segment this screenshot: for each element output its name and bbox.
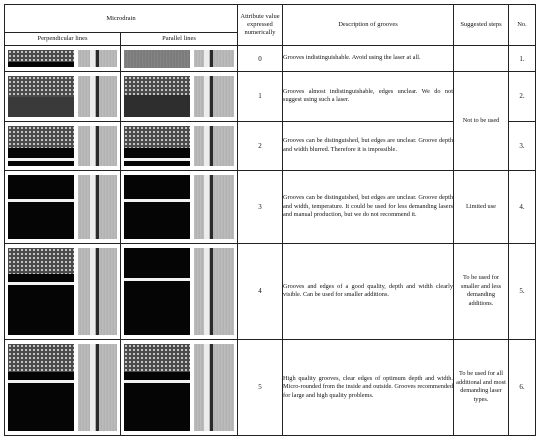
parallel-micrograph-image xyxy=(124,50,190,67)
perpendicular-micrograph-image xyxy=(8,175,74,239)
table-row xyxy=(5,339,536,435)
row-number: 5. xyxy=(509,243,536,339)
parallel-detail-image xyxy=(194,344,234,431)
row-number: 6. xyxy=(509,339,536,435)
parallel-micrograph-image xyxy=(124,344,190,431)
description-header: Description of grooves xyxy=(283,5,454,46)
parallel-micrograph-image xyxy=(124,248,190,335)
perpendicular-micrograph-cell xyxy=(5,243,121,339)
suggested-steps xyxy=(454,46,509,72)
row-number: 4. xyxy=(509,170,536,243)
perpendicular-micrograph-cell xyxy=(5,339,121,435)
perpendicular-micrograph-cell xyxy=(5,170,121,243)
table-row xyxy=(5,170,536,243)
attribute-value: 0 xyxy=(238,46,283,72)
parallel-detail-image xyxy=(194,126,234,166)
attribute-value: 4 xyxy=(238,243,283,339)
suggested-steps: To be used for smaller and less demanding additions. xyxy=(454,243,509,339)
groove-quality-table xyxy=(4,4,536,436)
attribute-value: 3 xyxy=(238,170,283,243)
perpendicular-micrograph-image xyxy=(8,50,74,67)
perpendicular-detail-image xyxy=(78,175,117,239)
perpendicular-detail-image xyxy=(78,76,117,116)
suggested-steps: To be used for all additional and most demanding laser types. xyxy=(454,339,509,435)
suggested-steps: Not to be used xyxy=(454,72,509,171)
parallel-micrograph-image xyxy=(124,76,190,116)
perpendicular-detail-image xyxy=(78,344,117,431)
groove-description: Grooves can be distinguished, but edges are unclear. Groove depth and width blurred. Therefore it is impossible. xyxy=(283,121,454,170)
suggested-steps-header: Suggested steps xyxy=(454,5,509,46)
row-number: 2. xyxy=(509,72,536,121)
parallel-detail-image xyxy=(194,50,234,67)
parallel-micrograph-image xyxy=(124,175,190,239)
parallel-micrograph-cell xyxy=(121,72,238,121)
suggested-steps: Limited use xyxy=(454,170,509,243)
parallel-micrograph-image xyxy=(124,126,190,166)
parallel-detail-image xyxy=(194,76,234,116)
perpendicular-detail-image xyxy=(78,126,117,166)
perpendicular-micrograph-cell xyxy=(5,121,121,170)
perpendicular-micrograph-cell xyxy=(5,46,121,72)
attribute-value: 2 xyxy=(238,121,283,170)
table-row xyxy=(5,243,536,339)
row-number: 1. xyxy=(509,46,536,72)
parallel-micrograph-cell xyxy=(121,170,238,243)
perpendicular-detail-image xyxy=(78,248,117,335)
perpendicular-micrograph-image xyxy=(8,248,74,335)
parallel-micrograph-cell xyxy=(121,243,238,339)
parallel-detail-image xyxy=(194,175,234,239)
perpendicular-lines-header: Perpendicular lines xyxy=(5,33,121,46)
attribute-value: 1 xyxy=(238,72,283,121)
groove-description: Grooves and edges of a good quality, depth and width clearly visible. Can be used for smaller additions. xyxy=(283,243,454,339)
parallel-lines-header: Parallel lines xyxy=(121,33,238,46)
row-number: 3. xyxy=(509,121,536,170)
attribute-value-header: Attribute value expressed numerically xyxy=(238,5,283,46)
perpendicular-detail-image xyxy=(78,50,117,67)
table-row xyxy=(5,46,536,72)
groove-description: Grooves can be distinguished, but edges are unclear. Groove depth and width, temperature. It could be used for less demanding lasers and manual production, but we do not recommend it. xyxy=(283,170,454,243)
perpendicular-micrograph-cell xyxy=(5,72,121,121)
table-row xyxy=(5,72,536,121)
parallel-detail-image xyxy=(194,248,234,335)
perpendicular-micrograph-image xyxy=(8,76,74,116)
number-header: No. xyxy=(509,5,536,46)
parallel-micrograph-cell xyxy=(121,46,238,72)
perpendicular-micrograph-image xyxy=(8,344,74,431)
microdrain-header: Microdrain xyxy=(5,5,238,33)
groove-description: Grooves indistinguishable. Avoid using the laser at all. xyxy=(283,46,454,72)
groove-description: High quality grooves, clear edges of optimum depth and width. Micro-rounded from the inside and outside. Grooves recommended for large and high quality problems. xyxy=(283,339,454,435)
parallel-micrograph-cell xyxy=(121,121,238,170)
perpendicular-micrograph-image xyxy=(8,126,74,166)
groove-description: Grooves almost indistinguishable, edges unclear. We do not suggest using such a laser. xyxy=(283,72,454,121)
attribute-value: 5 xyxy=(238,339,283,435)
parallel-micrograph-cell xyxy=(121,339,238,435)
